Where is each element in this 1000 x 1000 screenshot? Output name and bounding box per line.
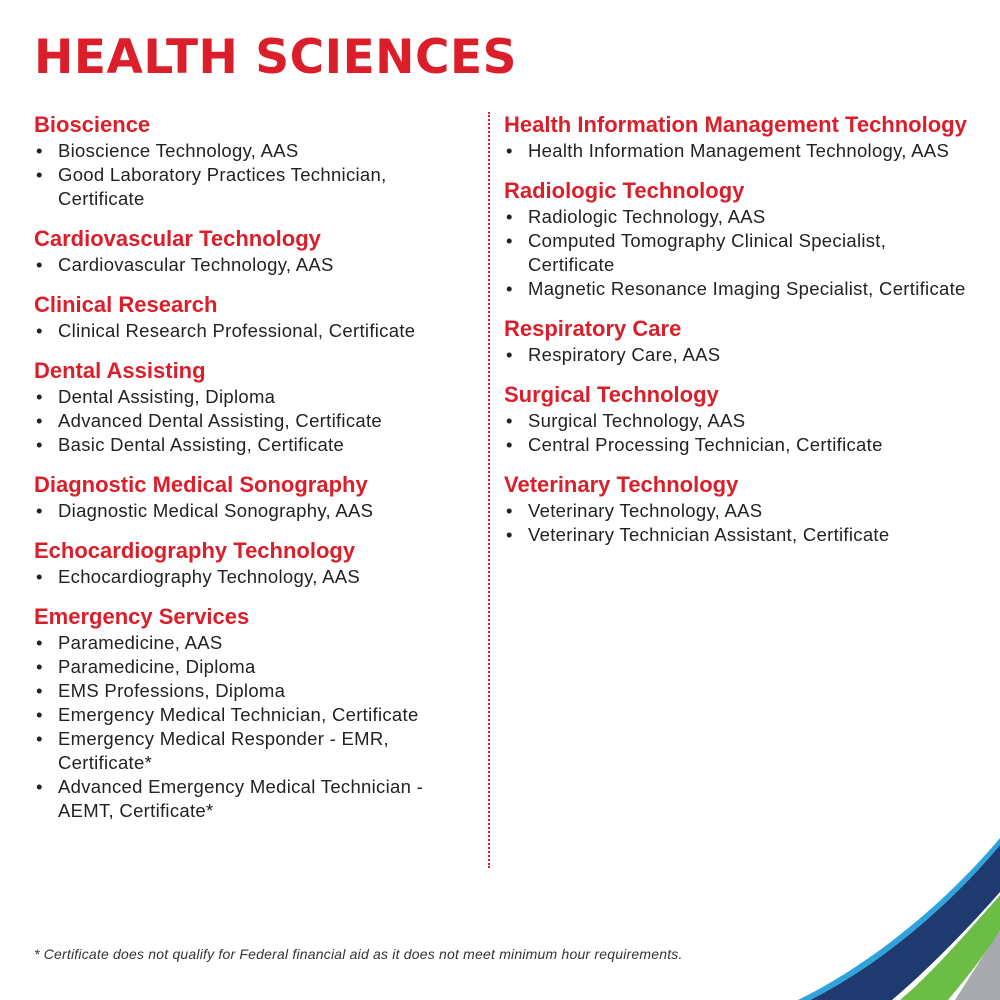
- program-item: • EMS Professions, Diploma: [34, 679, 474, 703]
- program-section: [34, 290, 474, 343]
- program-list: [504, 409, 974, 457]
- section-heading: Surgical Technology: [504, 382, 719, 407]
- program-list: [34, 319, 474, 343]
- program-list: [34, 253, 474, 277]
- program-list: [34, 385, 474, 457]
- program-item: • Good Laboratory Practices Technician, Certificate: [34, 163, 474, 211]
- section-heading: Emergency Services: [34, 604, 250, 629]
- program-section: [504, 176, 974, 301]
- program-item: • Dental Assisting, Diploma: [34, 385, 474, 409]
- left-column: [34, 110, 474, 836]
- program-item: • Paramedicine, Diploma: [34, 655, 474, 679]
- footnote: * Certificate does not qualify for Federal financial aid as it does not meet minimum hour requirements.: [34, 946, 683, 962]
- program-section: [504, 380, 974, 457]
- program-item: • Health Information Management Technology, AAS: [504, 139, 974, 163]
- program-item: • Surgical Technology, AAS: [504, 409, 974, 433]
- section-heading: Radiologic Technology: [504, 178, 745, 203]
- program-list: [504, 139, 974, 163]
- program-item: • Paramedicine, AAS: [34, 631, 474, 655]
- program-item: • Respiratory Care, AAS: [504, 343, 974, 367]
- section-heading: Bioscience: [34, 112, 151, 137]
- decorative-swoosh: [780, 820, 1000, 1000]
- program-section: [34, 224, 474, 277]
- program-item: • Radiologic Technology, AAS: [504, 205, 974, 229]
- program-item: • Basic Dental Assisting, Certificate: [34, 433, 474, 457]
- program-item: • Bioscience Technology, AAS: [34, 139, 474, 163]
- section-heading: Veterinary Technology: [504, 472, 739, 497]
- program-item: • Cardiovascular Technology, AAS: [34, 253, 474, 277]
- column-divider: [488, 112, 490, 868]
- page-title: HEALTH SCIENCES: [34, 30, 517, 85]
- program-item: • Emergency Medical Technician, Certificate: [34, 703, 474, 727]
- program-section: [34, 110, 474, 211]
- program-list: [34, 499, 474, 523]
- program-item: • Advanced Emergency Medical Technician - AEMT, Certificate*: [34, 775, 474, 823]
- program-list: [34, 139, 474, 211]
- section-heading: Health Information Management Technology: [504, 112, 967, 137]
- section-heading: Respiratory Care: [504, 316, 682, 341]
- program-section: [34, 356, 474, 457]
- program-section: [34, 470, 474, 523]
- program-item: • Magnetic Resonance Imaging Specialist, Certificate: [504, 277, 974, 301]
- program-list: [34, 565, 474, 589]
- program-item: • Diagnostic Medical Sonography, AAS: [34, 499, 474, 523]
- program-item: • Emergency Medical Responder - EMR, Certificate*: [34, 727, 474, 775]
- program-list: [34, 631, 474, 823]
- section-heading: Diagnostic Medical Sonography: [34, 472, 368, 497]
- program-item: • Central Processing Technician, Certificate: [504, 433, 974, 457]
- program-list: [504, 499, 974, 547]
- program-item: • Clinical Research Professional, Certificate: [34, 319, 474, 343]
- program-section: [34, 602, 474, 823]
- program-item: • Echocardiography Technology, AAS: [34, 565, 474, 589]
- program-item: • Advanced Dental Assisting, Certificate: [34, 409, 474, 433]
- program-list: [504, 343, 974, 367]
- section-heading: Clinical Research: [34, 292, 218, 317]
- program-section: [504, 470, 974, 547]
- program-list: [504, 205, 974, 301]
- section-heading: Echocardiography Technology: [34, 538, 356, 563]
- program-section: [504, 110, 974, 163]
- right-column: [504, 110, 974, 560]
- section-heading: Cardiovascular Technology: [34, 226, 321, 251]
- program-item: • Veterinary Technology, AAS: [504, 499, 974, 523]
- program-section: [504, 314, 974, 367]
- section-heading: Dental Assisting: [34, 358, 206, 383]
- program-item: • Computed Tomography Clinical Specialist, Certificate: [504, 229, 974, 277]
- program-item: • Veterinary Technician Assistant, Certificate: [504, 523, 974, 547]
- program-section: [34, 536, 474, 589]
